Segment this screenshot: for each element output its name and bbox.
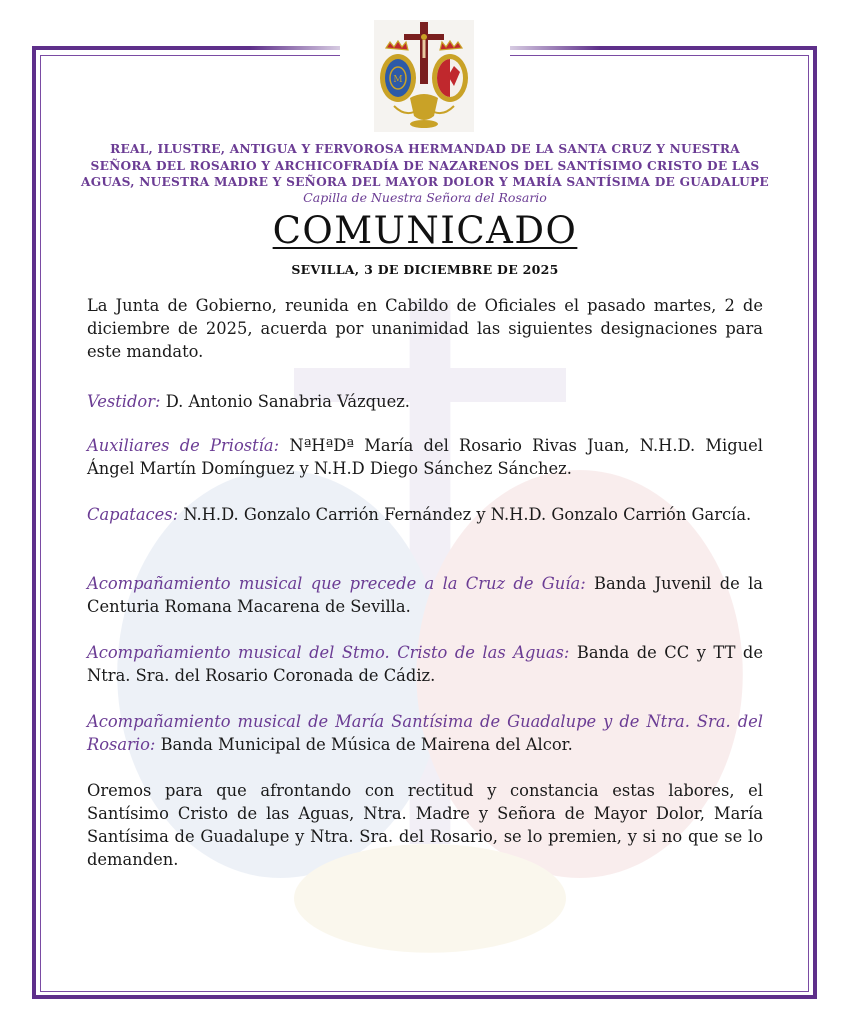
- intro-paragraph: La Junta de Gobierno, reunida en Cabildo de Oficiales el pasado martes, 2 de diciembre de 2025, acuerda por unanimidad las siguientes designaciones para este mandato.: [87, 296, 763, 361]
- designation-label: Vestidor:: [87, 392, 161, 411]
- designation-music-cristo: [87, 641, 763, 687]
- document-title: [200, 209, 650, 252]
- document-title-text: COMUNICADO: [272, 209, 578, 252]
- designation-value: Banda Municipal de Música de Mairena del Alcor.: [160, 735, 573, 754]
- brotherhood-name-line-3: AGUAS, NUESTRA MADRE Y SEÑORA DEL MAYOR DOLOR Y MARÍA SANTÍSIMA DE GUADALUPE: [81, 175, 769, 189]
- designation-music-cruz-de-guia: [87, 572, 763, 618]
- designation-label: Auxiliares de Priostía:: [87, 436, 280, 455]
- designation-capataces: [87, 503, 763, 526]
- closing-paragraph: Oremos para que afrontando con rectitud y constancia estas labores, el Santísimo Cristo de las Aguas, Ntra. Madre y Señora de Mayor Dolor, María Santísima de Guadalupe y Ntra. Sra. del Rosario, se lo premien, y si no que se lo demanden.: [87, 781, 763, 869]
- brotherhood-name: [80, 141, 770, 191]
- brotherhood-crest-icon: [374, 20, 474, 132]
- designation-auxiliares: [87, 434, 763, 480]
- designation-value: D. Antonio Sanabria Vázquez.: [165, 392, 410, 411]
- svg-text:M: M: [393, 75, 403, 85]
- brotherhood-name-line-2: SEÑORA DEL ROSARIO Y ARCHICOFRADÍA DE NAZARENOS DEL SANTÍSIMO CRISTO DE LAS: [90, 158, 760, 173]
- designation-music-virgen: [87, 710, 763, 756]
- designation-value: NªHªDª María del Rosario Rivas Juan, N.H.D. Miguel Ángel Martín Domínguez y N.H.D Diego Sánchez Sánchez.: [87, 436, 763, 478]
- designation-vestidor: [87, 390, 763, 413]
- designation-label: Acompañamiento musical que precede a la Cruz de Guía:: [87, 574, 586, 593]
- designation-value: Banda Juvenil de la Centuria Romana Macarena de Sevilla.: [87, 574, 763, 616]
- brotherhood-name-line-1: REAL, ILUSTRE, ANTIGUA Y FERVOROSA HERMANDAD DE LA SANTA CRUZ Y NUESTRA: [110, 142, 740, 156]
- designation-value: N.H.D. Gonzalo Carrión Fernández y N.H.D. Gonzalo Carrión García.: [183, 505, 752, 524]
- designation-value: Banda de CC y TT de Ntra. Sra. del Rosario Coronada de Cádiz.: [87, 643, 763, 685]
- designation-label: Acompañamiento musical del Stmo. Cristo de las Aguas:: [87, 643, 570, 662]
- chapel-name: Capilla de Nuestra Señora del Rosario: [303, 190, 547, 205]
- designation-label: Acompañamiento musical de María Santísima de Guadalupe y de Ntra. Sra. del Rosario:: [87, 712, 763, 754]
- document-date: SEVILLA, 3 DE DICIEMBRE DE 2025: [291, 262, 559, 277]
- designation-label: Capataces:: [87, 505, 179, 524]
